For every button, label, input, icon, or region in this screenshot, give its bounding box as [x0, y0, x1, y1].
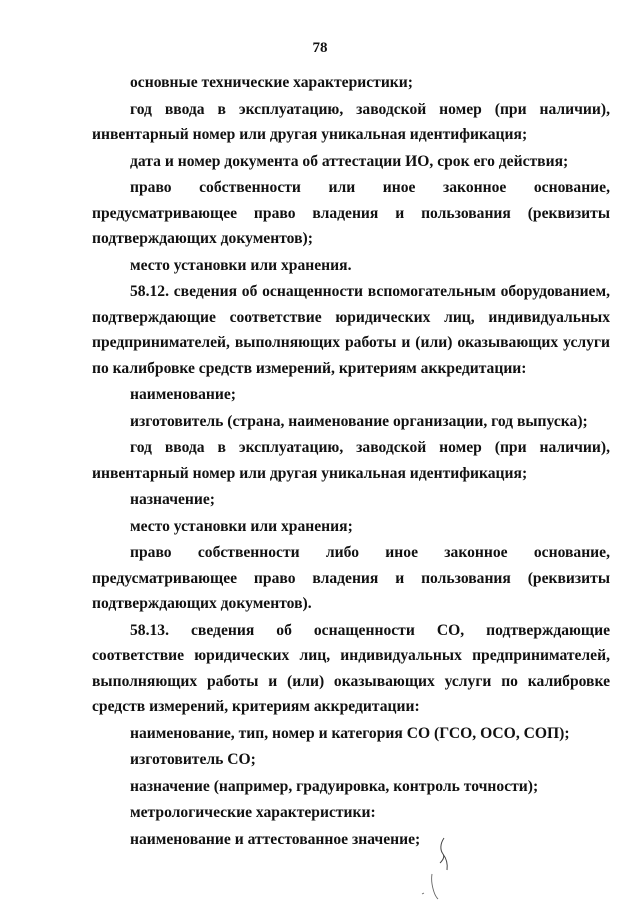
paragraph: наименование; — [130, 386, 237, 403]
document-body — [92, 70, 610, 852]
paragraph: дата и номер документа об аттестации ИО, срок его действия; — [130, 152, 569, 170]
paragraph: право собственности либо иное законное основание, предусматривающее право владения и пользования (реквизиты подтверждающих документов). — [92, 544, 610, 612]
paragraph: метрологические характеристики: — [130, 804, 376, 821]
section-paragraph-58-13: 58.13. сведения об оснащенности СО, подтверждающие соответствие юридических лиц, индивидуальных предпринимателей, выполняющих работы и (или) оказывающих услуги по калибровке средств измерений, критериям аккредитации: — [92, 621, 610, 715]
paragraph: наименование, тип, номер и категория СО (ГСО, ОСО, СОП); — [130, 724, 570, 742]
paragraph: назначение (например, градуировка, контроль точности); — [130, 777, 539, 795]
paragraph: наименование и аттестованное значение; — [130, 830, 421, 848]
paragraph: право собственности или иное законное основание, предусматривающее право владения и пользования (реквизиты подтверждающих документов); — [92, 179, 610, 247]
paragraph: изготовитель (страна, наименование организации, год выпуска); — [130, 412, 588, 430]
page-number: 78 — [312, 40, 328, 56]
paragraph: год ввода в эксплуатацию, заводской номер (при наличии), инвентарный номер или другая уникальная идентификация; — [92, 439, 610, 482]
paragraph: основные технические характеристики; — [130, 74, 413, 91]
paragraph: год ввода в эксплуатацию, заводской номер (при наличии), инвентарный номер или другая уникальная идентификация; — [92, 100, 610, 143]
pen-mark — [434, 836, 454, 874]
section-paragraph-58-12: 58.12. сведения об оснащенности вспомогательным оборудованием, подтверждающие соответствие юридических лиц, индивидуальных предпринимателей, выполняющих работы и (или) оказывающих услуги по калибровке средств измерений, критериям аккредитации: — [92, 283, 610, 377]
paragraph: место установки или хранения. — [130, 256, 352, 274]
pen-mark — [418, 872, 442, 900]
paragraph: назначение; — [130, 491, 216, 508]
paragraph: изготовитель СО; — [130, 751, 256, 768]
paragraph: место установки или хранения; — [130, 517, 353, 535]
